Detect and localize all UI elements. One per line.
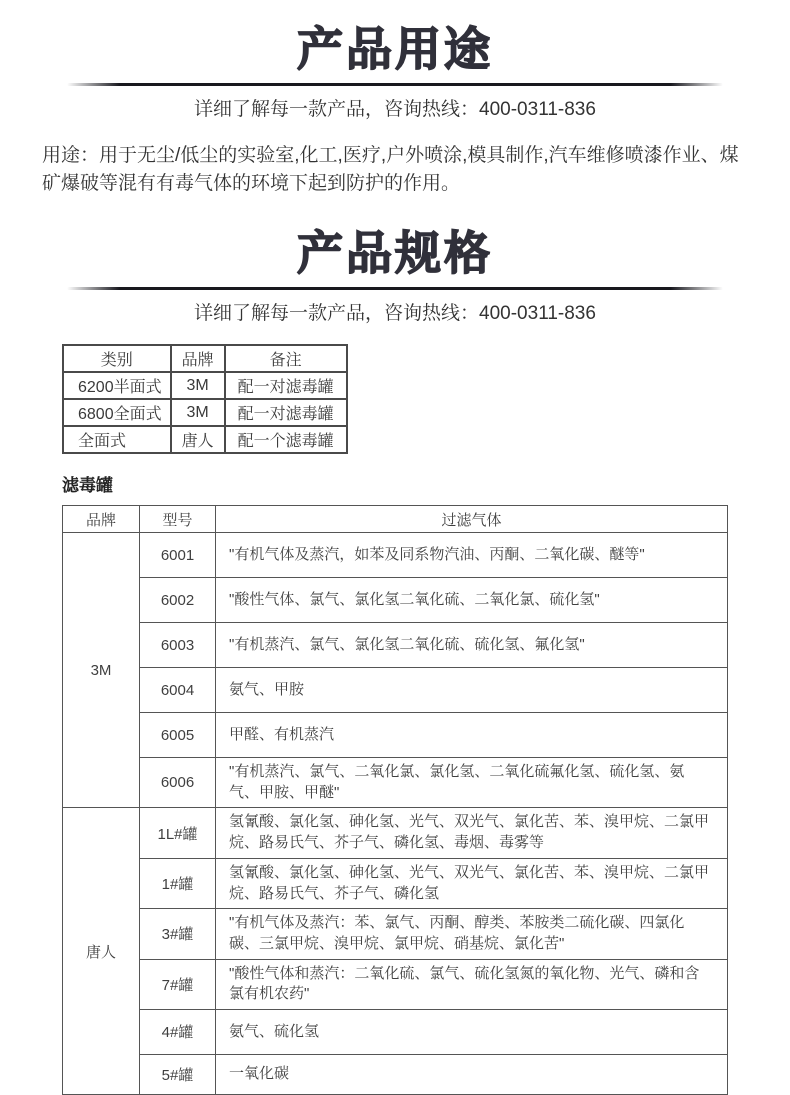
column-header-gases: 过滤气体 xyxy=(216,506,728,533)
brand-cell-3m: 3M xyxy=(63,533,140,808)
brand-cell: 唐人 xyxy=(171,426,225,453)
model-cell: 6006 xyxy=(140,758,216,808)
model-cell: 6001 xyxy=(140,533,216,578)
gases-cell: 氨气、硫化氢 xyxy=(216,1009,728,1054)
gases-cell: "有机气体及蒸汽：苯、氯气、丙酮、醇类、苯胺类二硫化碳、四氯化碳、三氯甲烷、溴甲烷、氯甲烷、硝基烷、氯化苦" xyxy=(216,909,728,959)
canister-spec-table xyxy=(62,505,728,1095)
column-header-note: 备注 xyxy=(225,345,347,372)
table-row xyxy=(63,858,728,908)
gases-cell: 氢氰酸、氯化氢、砷化氢、光气、双光气、氯化苦、苯、溴甲烷、二氯甲烷、路易氏气、芥子气、磷化氢、毒烟、毒雾等 xyxy=(216,808,728,858)
category-cell: 6200半面式 xyxy=(63,372,171,399)
column-header-model: 型号 xyxy=(140,506,216,533)
brand-cell: 3M xyxy=(171,399,225,426)
model-cell: 6005 xyxy=(140,713,216,758)
column-header-brand: 品牌 xyxy=(171,345,225,372)
table-row xyxy=(63,909,728,959)
table-row xyxy=(63,713,728,758)
table-row xyxy=(63,533,728,578)
title-divider xyxy=(67,287,723,290)
column-header-brand: 品牌 xyxy=(63,506,140,533)
gases-cell: 氢氰酸、氯化氢、砷化氢、光气、双光气、氯化苦、苯、溴甲烷、二氯甲烷、路易氏气、芥子气、磷化氢 xyxy=(216,858,728,908)
table-header-row xyxy=(63,345,347,372)
table-row xyxy=(63,372,347,399)
section-title-spec: 产品规格 xyxy=(297,227,493,280)
table-row xyxy=(63,399,347,426)
hotline-subtitle: 详细了解每一款产品，咨询热线：400-0311-836 xyxy=(194,303,596,325)
gases-cell: "有机蒸汽、氯气、二氧化氯、氯化氢、二氧化硫氟化氢、硫化氢、氨气、甲胺、甲醚" xyxy=(216,758,728,808)
table-row xyxy=(63,1054,728,1094)
model-cell: 5#罐 xyxy=(140,1054,216,1094)
table-header-row xyxy=(63,506,728,533)
brand-cell-tangren: 唐人 xyxy=(63,808,140,1095)
table-row xyxy=(63,808,728,858)
table-row xyxy=(63,959,728,1009)
model-cell: 4#罐 xyxy=(140,1009,216,1054)
gases-cell: "酸性气体、氯气、氯化氢二氧化硫、二氧化氯、硫化氢" xyxy=(216,578,728,623)
table-row xyxy=(63,668,728,713)
table-row xyxy=(63,623,728,668)
model-cell: 1#罐 xyxy=(140,858,216,908)
column-header-category: 类别 xyxy=(63,345,171,372)
model-cell: 3#罐 xyxy=(140,909,216,959)
gases-cell: 甲醛、有机蒸汽 xyxy=(216,713,728,758)
gases-cell: "酸性气体和蒸汽：二氧化硫、氯气、硫化氢氮的氧化物、光气、磷和含氯有机农药" xyxy=(216,959,728,1009)
section-product-spec xyxy=(0,227,790,1095)
category-cell: 全面式 xyxy=(63,426,171,453)
model-cell: 7#罐 xyxy=(140,959,216,1009)
brand-cell: 3M xyxy=(171,372,225,399)
table-row xyxy=(63,1009,728,1054)
model-cell: 6003 xyxy=(140,623,216,668)
note-cell: 配一对滤毒罐 xyxy=(225,399,347,426)
table-row xyxy=(63,426,347,453)
section-product-use xyxy=(0,23,790,197)
model-cell: 1L#罐 xyxy=(140,808,216,858)
usage-paragraph: 用途：用于无尘/低尘的实验室,化工,医疗,户外喷涂,模具制作,汽车维修喷漆作业、煤矿爆破等混有有毒气体的环境下起到防护的作用。 xyxy=(42,145,739,194)
canister-heading: 滤毒罐 xyxy=(62,476,113,496)
table-row xyxy=(63,758,728,808)
model-cell: 6002 xyxy=(140,578,216,623)
note-cell: 配一个滤毒罐 xyxy=(225,426,347,453)
gases-cell: "有机蒸汽、氯气、氯化氢二氧化硫、硫化氢、氟化氢" xyxy=(216,623,728,668)
note-cell: 配一对滤毒罐 xyxy=(225,372,347,399)
title-divider xyxy=(67,83,723,86)
category-cell: 6800全面式 xyxy=(63,399,171,426)
hotline-subtitle: 详细了解每一款产品，咨询热线：400-0311-836 xyxy=(194,99,596,120)
gases-cell: "有机气体及蒸汽，如苯及同系物汽油、丙酮、二氧化碳、醚等" xyxy=(216,533,728,578)
gases-cell: 氨气、甲胺 xyxy=(216,668,728,713)
gases-cell: 一氧化碳 xyxy=(216,1054,728,1094)
model-cell: 6004 xyxy=(140,668,216,713)
mask-spec-table xyxy=(62,344,348,454)
section-title-use: 产品用途 xyxy=(297,23,493,75)
table-row xyxy=(63,578,728,623)
